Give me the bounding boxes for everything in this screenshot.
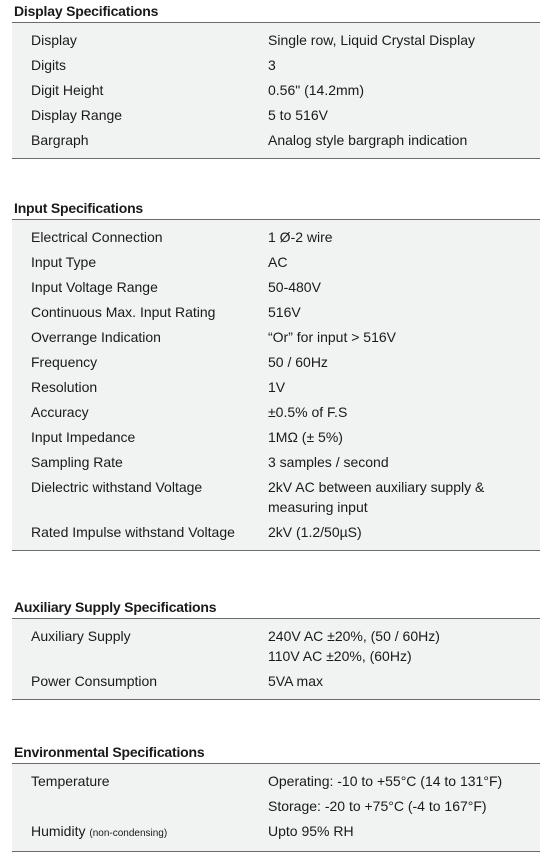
table-row: [12, 375, 540, 400]
row-value: 3: [268, 57, 276, 73]
row-label: Temperature: [31, 773, 110, 789]
row-value: 1MΩ (± 5%): [268, 429, 343, 445]
table-row: [12, 325, 540, 350]
row-value: 5VA max: [268, 673, 323, 689]
row-label: Display Range: [31, 107, 123, 123]
row-value: 1 Ø-2 wire: [268, 229, 333, 245]
row-label: Sampling Rate: [31, 454, 123, 470]
table-row: [12, 103, 540, 128]
row-label: Digits: [31, 57, 67, 73]
table-row: [12, 53, 540, 78]
row-value: 516V: [268, 304, 301, 320]
row-label: Dielectric withstand Voltage: [31, 479, 203, 495]
table-row: [12, 819, 540, 846]
section-environmental: [12, 741, 540, 852]
row-label-note: (non-condensing): [89, 828, 168, 839]
row-value: 3 samples / second: [268, 454, 389, 470]
spec-table: [12, 619, 540, 700]
table-row: [12, 520, 540, 545]
row-label: Overrange Indication: [31, 329, 161, 345]
table-row: [12, 250, 540, 275]
table-row: [12, 28, 540, 53]
section-title: Display Specifications: [12, 0, 540, 23]
table-row: [12, 475, 540, 520]
row-label: Electrical Connection: [31, 229, 163, 245]
row-label: Auxiliary Supply: [31, 628, 131, 644]
row-value: 1V: [268, 379, 286, 395]
table-row: [12, 769, 540, 794]
row-label: Rated Impulse withstand Voltage: [31, 524, 235, 540]
row-value: Operating: -10 to +55°C (14 to 131°F): [268, 773, 503, 789]
table-row: [12, 300, 540, 325]
section-title: Input Specifications: [12, 197, 540, 220]
row-value: AC: [268, 254, 288, 270]
spec-table: [12, 220, 540, 551]
table-row: [12, 794, 540, 819]
table-row: [12, 669, 540, 694]
row-label: Input Type: [31, 254, 97, 270]
row-value: 50-480V: [268, 279, 321, 295]
row-label: Display: [31, 32, 77, 48]
section-title: Environmental Specifications: [12, 741, 540, 764]
row-label: Digit Height: [31, 82, 104, 98]
spec-table: [12, 764, 540, 852]
row-label: Resolution: [31, 379, 98, 395]
row-label: Input Voltage Range: [31, 279, 158, 295]
table-row: [12, 128, 540, 153]
row-value: 2kV (1.2/50µS): [268, 524, 362, 540]
table-row: [12, 425, 540, 450]
table-row: [12, 624, 540, 669]
table-row: [12, 275, 540, 300]
row-value: “Or” for input > 516V: [268, 329, 397, 345]
row-value: 240V AC ±20%, (50 / 60Hz) 110V AC ±20%, (60Hz): [268, 628, 440, 664]
table-row: [12, 450, 540, 475]
row-label: Accuracy: [31, 404, 89, 420]
section-auxiliary-supply: [12, 596, 540, 700]
row-label: Power Consumption: [31, 673, 158, 689]
row-value: Analog style bargraph indication: [268, 132, 468, 148]
row-label: Continuous Max. Input Rating: [31, 304, 216, 320]
row-value: 50 / 60Hz: [268, 354, 328, 370]
row-label: Bargraph: [31, 132, 89, 148]
table-row: [12, 350, 540, 375]
row-label: Frequency: [31, 354, 98, 370]
table-row: [12, 78, 540, 103]
spec-table: [12, 23, 540, 159]
row-value: Single row, Liquid Crystal Display: [268, 32, 475, 48]
table-row: [12, 400, 540, 425]
row-value: 0.56" (14.2mm): [268, 82, 365, 98]
row-value: Storage: -20 to +75°C (-4 to 167°F): [268, 798, 487, 814]
row-value: Upto 95% RH: [268, 823, 354, 839]
section-title: Auxiliary Supply Specifications: [12, 596, 540, 619]
section-input: [12, 197, 540, 551]
row-label: Input Impedance: [31, 429, 136, 445]
row-label-text: Humidity: [31, 823, 86, 839]
section-display: [12, 0, 540, 159]
row-value: 2kV AC between auxiliary supply & measuring input: [268, 479, 485, 515]
row-value: ±0.5% of F.S: [268, 404, 348, 420]
row-value: 5 to 516V: [268, 107, 328, 123]
row-label: [12, 819, 268, 846]
table-row: [12, 225, 540, 250]
